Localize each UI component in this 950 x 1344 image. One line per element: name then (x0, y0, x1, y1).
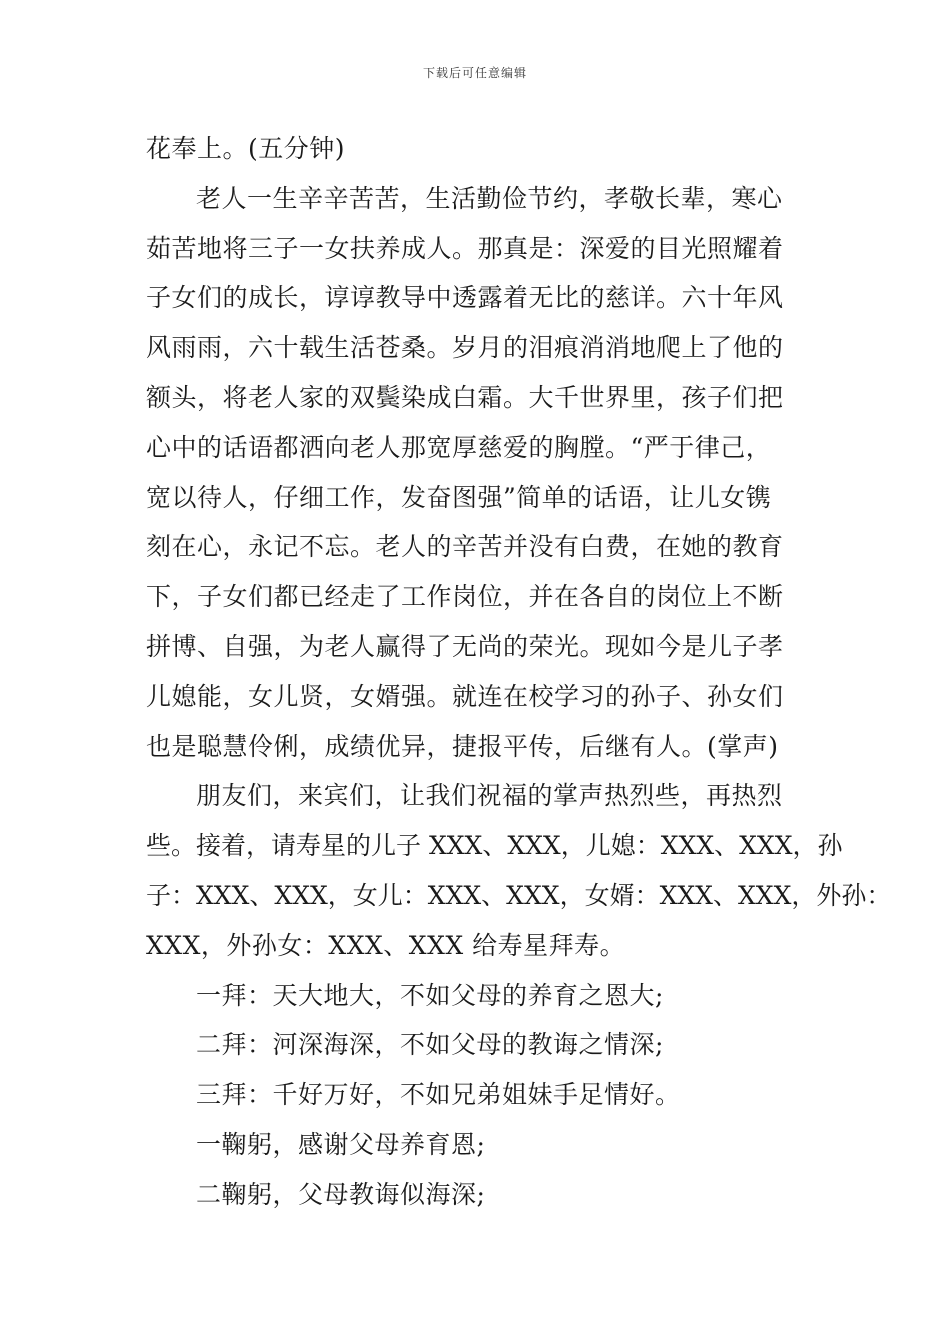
text-line: 茹苦地将三子一女扶养成人。那真是：深爱的目光照耀着 (146, 233, 784, 263)
text-line: 老人一生辛辛苦苦，生活勤俭节约，孝敬长辈，寒心 (196, 183, 783, 213)
text-line: 宽以待人，仔细工作，发奋图强”简单的话语，让儿女镌 (146, 482, 772, 512)
text-line: 花奉上。(五分钟) (146, 134, 346, 163)
text-line: 朋友们，来宾们，让我们祝福的掌声热烈些，再热烈 (196, 781, 783, 811)
text-line: 风雨雨，六十载生活苍桑。岁月的泪痕消消地爬上了他的 (146, 333, 784, 363)
text-line: 心中的话语都洒向老人那宽厚慈爱的胸膛。“严于律己， (146, 432, 772, 462)
text-line: 刻在心，永记不忘。老人的辛苦并没有白费，在她的教育 (146, 532, 784, 562)
text-line: 额头，将老人家的双鬓染成白霜。大千世界里，孩子们把 (146, 382, 784, 412)
text-line: 二鞠躬，父母教诲似海深; (196, 1179, 486, 1209)
text-line: 一鞠躬，感谢父母养育恩; (196, 1129, 486, 1159)
text-line: 子女们的成长，谆谆教导中透露着无比的慈详。六十年风 (146, 283, 784, 313)
text-line: XXX，外孙女：XXX、XXX 给寿星拜寿。 (146, 930, 626, 960)
text-line: 些。接着，请寿星的儿子 XXX、XXX，儿媳：XXX、XXX，孙 (146, 831, 843, 861)
text-line: 下，子女们都已经走了工作岗位，并在各自的岗位上不断 (146, 582, 784, 612)
text-line: 二拜：河深海深，不如父母的教诲之情深; (196, 1030, 664, 1060)
text-line: 子：XXX、XXX，女儿：XXX、XXX，女婿：XXX、XXX，外孙： (146, 880, 892, 910)
text-line: 三拜：千好万好，不如兄弟姐妹手足情好。 (196, 1080, 681, 1110)
text-line: 一拜：天大地大，不如父母的养育之恩大; (196, 980, 664, 1010)
text-line: 拼博、自强，为老人赢得了无尚的荣光。现如今是儿子孝 (146, 631, 784, 661)
document-body (146, 124, 892, 1220)
text-line: 也是聪慧伶俐，成绩优异，捷报平传，后继有人。(掌声) (146, 731, 779, 761)
page-header: 下载后可任意编辑 (422, 66, 527, 80)
text-line: 儿媳能，女儿贤，女婿强。就连在校学习的孙子、孙女们 (146, 681, 784, 711)
